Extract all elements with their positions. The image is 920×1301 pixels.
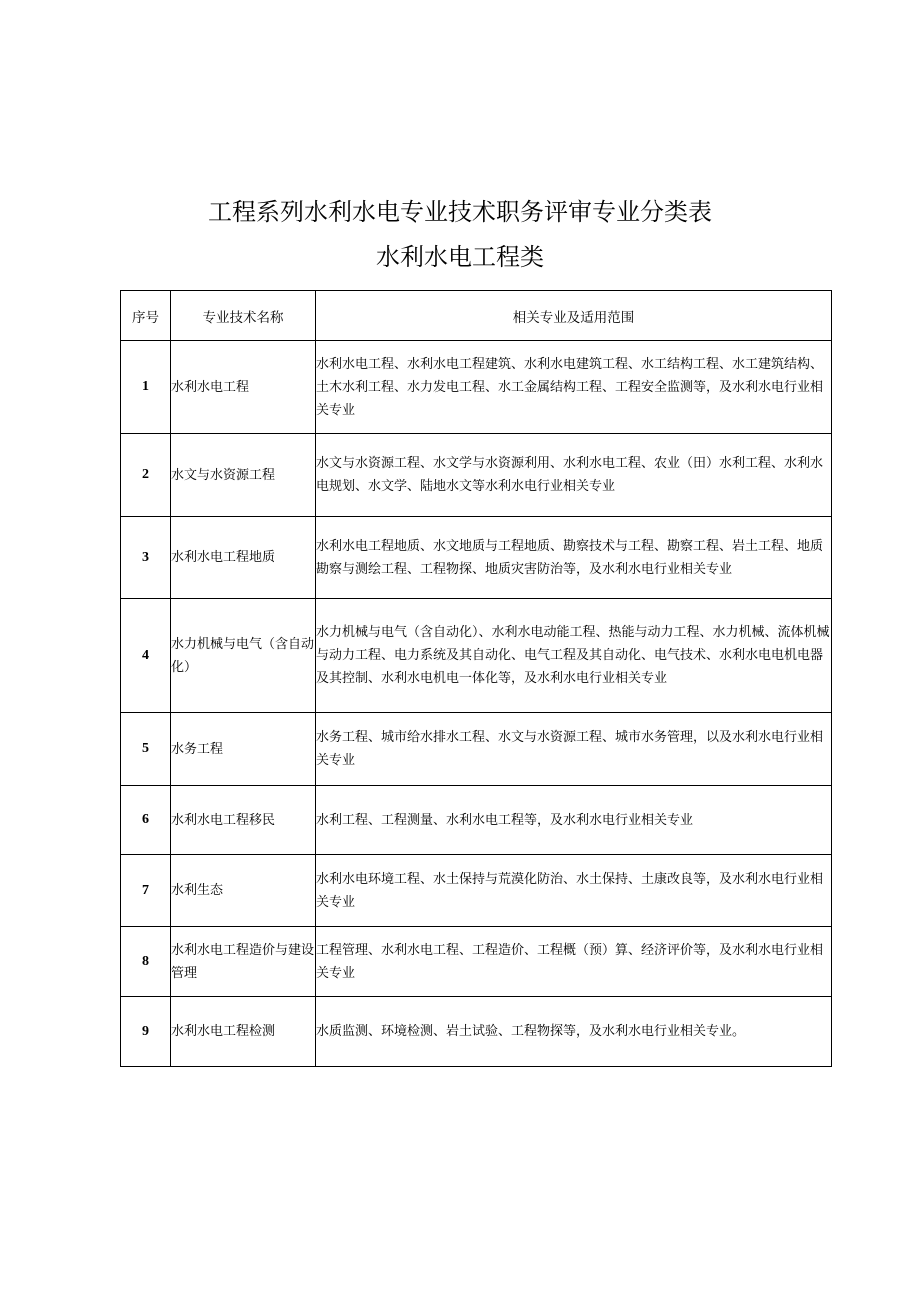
row-number: 9 <box>121 997 171 1067</box>
row-related-scope: 工程管理、水利水电工程、工程造价、工程概（预）算、经济评价等，及水利水电行业相关专业 <box>316 927 832 997</box>
row-number: 2 <box>121 434 171 517</box>
row-specialty-name: 水利水电工程移民 <box>171 786 316 855</box>
row-specialty-name: 水务工程 <box>171 713 316 786</box>
table-row <box>121 341 832 434</box>
row-related-scope: 水利水电工程、水利水电工程建筑、水利水电建筑工程、水工结构工程、水工建筑结构、土木水利工程、水力发电工程、水工金属结构工程、工程安全监测等，及水利水电行业相关专业 <box>316 341 832 434</box>
row-specialty-name: 水利水电工程地质 <box>171 517 316 599</box>
row-number: 8 <box>121 927 171 997</box>
row-related-scope: 水利水电工程地质、水文地质与工程地质、勘察技术与工程、勘察工程、岩土工程、地质勘察与测绘工程、工程物探、地质灾害防治等，及水利水电行业相关专业 <box>316 517 832 599</box>
document-subtitle: 水利水电工程类 <box>376 243 544 271</box>
table-row <box>121 434 832 517</box>
row-number: 1 <box>121 341 171 434</box>
row-specialty-name: 水利水电工程检测 <box>171 997 316 1067</box>
row-number: 5 <box>121 713 171 786</box>
header-seq-no: 序号 <box>121 291 171 341</box>
row-number: 3 <box>121 517 171 599</box>
row-related-scope: 水利水电环境工程、水土保持与荒漠化防治、水土保持、土康改良等，及水利水电行业相关专业 <box>316 855 832 927</box>
table-row <box>121 927 832 997</box>
table-row <box>121 599 832 713</box>
row-specialty-name: 水文与水资源工程 <box>171 434 316 517</box>
row-number: 7 <box>121 855 171 927</box>
row-number: 4 <box>121 599 171 713</box>
row-related-scope: 水质监测、环境检测、岩土试验、工程物探等，及水利水电行业相关专业。 <box>316 997 832 1067</box>
table-row <box>121 713 832 786</box>
row-number: 6 <box>121 786 171 855</box>
row-related-scope: 水务工程、城市给水排水工程、水文与水资源工程、城市水务管理，以及水利水电行业相关专业 <box>316 713 832 786</box>
table-row <box>121 855 832 927</box>
row-specialty-name: 水利水电工程造价与建设管理 <box>171 927 316 997</box>
row-related-scope: 水文与水资源工程、水文学与水资源利用、水利水电工程、农业（田）水利工程、水利水电规划、水文学、陆地水文等水利水电行业相关专业 <box>316 434 832 517</box>
document-title: 工程系列水利水电专业技术职务评审专业分类表 <box>208 198 712 226</box>
table-row <box>121 517 832 599</box>
table-row <box>121 997 832 1067</box>
row-specialty-name: 水利生态 <box>171 855 316 927</box>
table-header-row <box>121 291 832 341</box>
header-specialty-name: 专业技术名称 <box>171 291 316 341</box>
header-related-scope: 相关专业及适用范围 <box>316 291 832 341</box>
classification-table <box>120 290 832 1067</box>
table-row <box>121 786 832 855</box>
row-specialty-name: 水利水电工程 <box>171 341 316 434</box>
row-related-scope: 水利工程、工程测量、水利水电工程等，及水利水电行业相关专业 <box>316 786 832 855</box>
row-related-scope: 水力机械与电气（含自动化）、水利水电动能工程、热能与动力工程、水力机械、流体机械与动力工程、电力系统及其自动化、电气工程及其自动化、电气技术、水利水电电机电器及其控制、水利水电机电一体化等，及水利水电行业相关专业 <box>316 599 832 713</box>
row-specialty-name: 水力机械与电气（含自动化） <box>171 599 316 713</box>
